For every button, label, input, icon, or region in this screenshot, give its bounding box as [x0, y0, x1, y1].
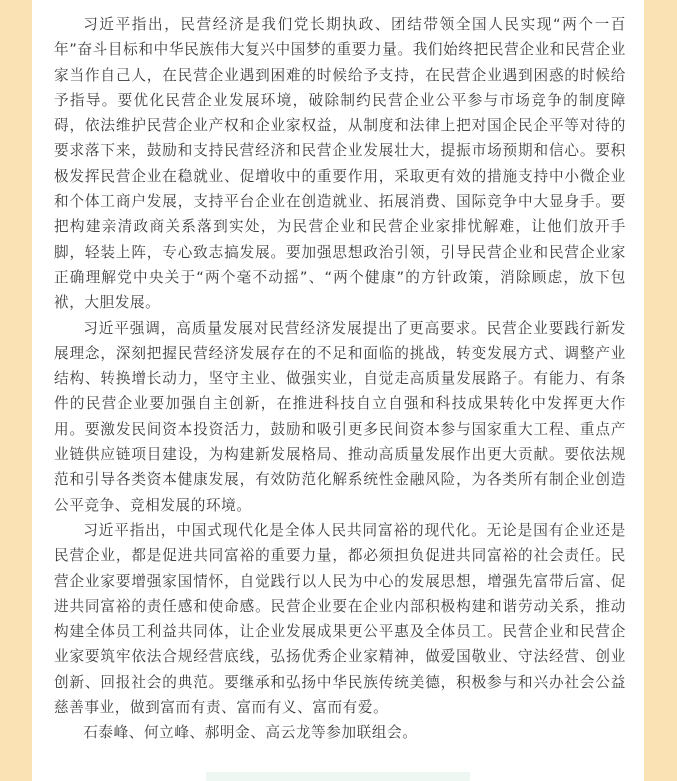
paragraph-attendees: 石泰峰、何立峰、郝明金、高云龙等参加联组会。	[83, 724, 418, 742]
paragraph-3: 习近平指出，中国式现代化是全体人民共同富裕的现代化。无论是国有企业还是民营企业，都是促进共同富裕的重要力量，都必须担负促进共同富裕的社会责任。民营企业家要增强家国情怀，自觉践行以人民为中心的发展思想，增强先富带后富、促进共同富裕的责任感和使命感。民营企业要在企业内部积极构建和谐劳动关系，推动构建全体员工利益共同体，让企业发展成果更公平惠及全体员工。民营企业和民营企业家要筑牢依法合规经营底线，弘扬优秀企业家精神，做爱国敬业、守法经营、创业创新、回报社会的典范。要继承和弘扬中华民族传统美德，积极参与和兴办社会公益慈善事业，做到富而有责、富而有义、富而有爱。	[54, 521, 626, 717]
footer-banner-edge	[206, 772, 470, 781]
article-body	[54, 12, 626, 746]
paragraph-2: 习近平强调，高质量发展对民营经济发展提出了更高要求。民营企业要践行新发展理念，深刻把握民营经济发展存在的不足和面临的挑战，转变发展方式、调整产业结构、转换增长动力，坚守主业、做强实业，自觉走高质量发展路子。有能力、有条件的民营企业要加强自主创新，在推进科技自立自强和科技成果转化中发挥更大作用。要激发民间资本投资活力，鼓励和吸引更多民间资本参与国家重大工程、重点产业链供应链项目建设，为构建新发展格局、推动高质量发展作出更大贡献。要依法规范和引导各类资本健康发展，有效防范化解系统性金融风险，为各类所有制企业创造公平竞争、竞相发展的环境。	[54, 319, 626, 514]
paragraph-1: 习近平指出，民营经济是我们党长期执政、团结带领全国人民实现“两个一百年”奋斗目标和中华民族伟大复兴中国梦的重要力量。我们始终把民营企业和民营企业家当作自己人，在民营企业遇到困难的时候给予支持，在民营企业遇到困惑的时候给予指导。要优化民营企业发展环境，破除制约民营企业公平参与市场竞争的制度障碍，依法维护民营企业产权和企业家权益，从制度和法律上把对国企民企平等对待的要求落下来，鼓励和支持民营经济和民营企业发展壮大，提振市场预期和信心。要积极发挥民营企业在稳就业、促增收中的重要作用，采取更有效的措施支持中小微企业和个体工商户发展，支持平台企业在创造就业、拓展消费、国际竞争中大显身手。要把构建亲清政商关系落到实处，为民营企业和民营企业家排忧解难，让他们放开手脚，轻装上阵，专心致志搞发展。要加强思想政治引领，引导民营企业和民营企业家正确理解党中央关于“两个毫不动摇”、“两个健康”的方针政策，消除顾虑，放下包袱，大胆发展。	[54, 16, 626, 312]
